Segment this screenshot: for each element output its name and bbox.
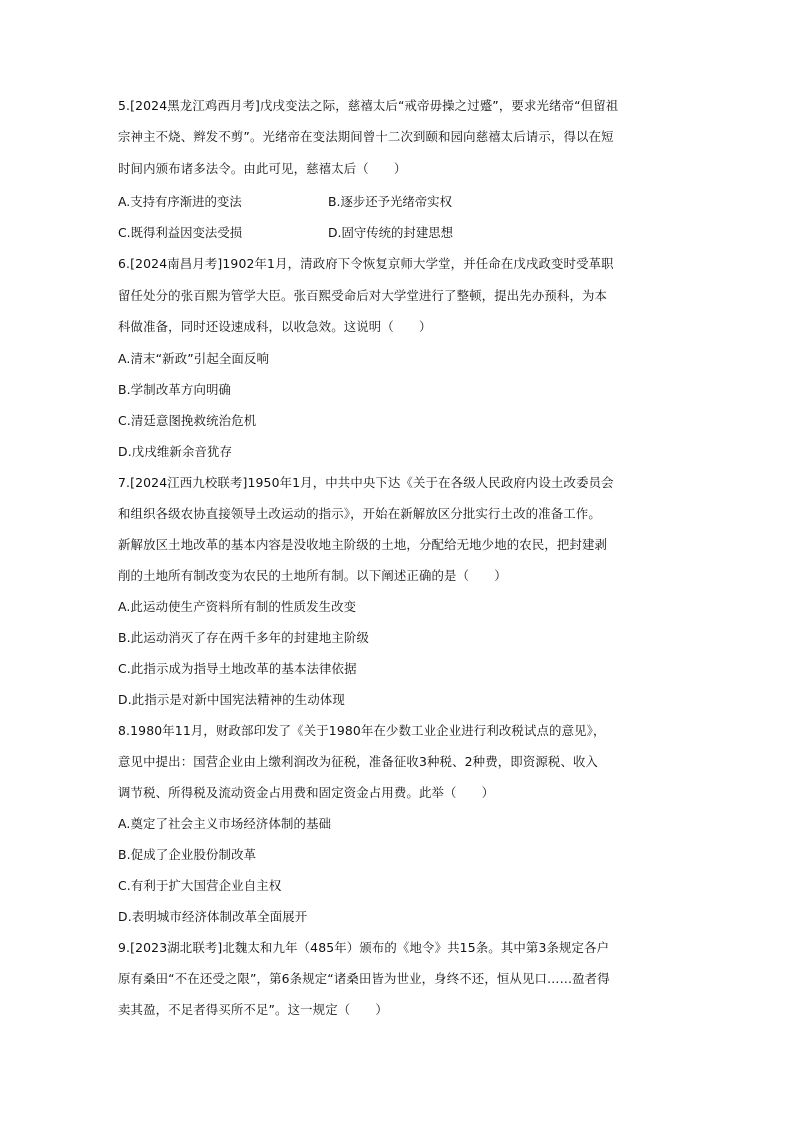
question-8-option-c: C.有利于扩大国营企业自主权 — [118, 878, 282, 893]
question-5-options-row-1 — [118, 194, 678, 210]
question-5-line-1: 5.[2024黑龙江鸡西月考]戊戌变法之际，慈禧太后“戒帝毋操之过蹙”，要求光绪帝“但留祖 — [118, 98, 619, 113]
question-7-line-3: 新解放区土地改革的基本内容是没收地主阶级的土地，分配给无地少地的农民，把封建剥 — [118, 537, 608, 552]
question-6-option-b: B.学制改革方向明确 — [118, 382, 232, 397]
question-7-option-a: A.此运动使生产资料所有制的性质发生改变 — [118, 599, 357, 614]
question-7-line-2: 和组织各级农协直接领导土改运动的指示》，开始在新解放区分批实行土改的准备工作。 — [118, 506, 601, 521]
question-6-line-2: 留任处分的张百熙为管学大臣。张百熙受命后对大学堂进行了整顿，提出先办预科，为本 — [118, 288, 608, 303]
question-8-line-1: 8.1980年11月，财政部印发了《关于1980年在少数工业企业进行利改税试点的意见》， — [118, 723, 606, 738]
question-6-option-c: C.清廷意图挽救统治危机 — [118, 413, 257, 428]
question-8-option-a: A.奠定了社会主义市场经济体制的基础 — [118, 816, 332, 831]
question-7-line-1: 7.[2024江西九校联考]1950年1月，中共中央下达《关于在各级人民政府内设土改委员会 — [118, 475, 614, 490]
question-8-line-3: 调节税、所得税及流动资金占用费和固定资金占用费。此举（ ） — [118, 785, 495, 800]
question-6-line-3: 科做准备，同时还设速成科，以收急效。这说明（ ） — [118, 319, 432, 334]
question-7-option-c: C.此指示成为指导土地改革的基本法律依据 — [118, 661, 357, 676]
question-5-line-2: 宗神主不烧、辫发不剪”。光绪帝在变法期间曾十二次到颐和园向慈禧太后请示，得以在短 — [118, 129, 614, 144]
question-5-option-d: D.固守传统的封建思想 — [328, 225, 453, 240]
question-9-line-2: 原有桑田“不在还受之限”，第6条规定“诸桑田皆为世业，身终不还，恒从见口……盈者得 — [118, 971, 610, 986]
question-5-option-a: A.支持有序渐进的变法 — [118, 194, 242, 209]
question-7-option-d: D.此指示是对新中国宪法精神的生动体现 — [118, 692, 345, 707]
question-8-line-2: 意见中提出：国营企业由上缴利润改为征税，准备征收3种税、2种费，即资源税、收入 — [118, 754, 599, 769]
question-6-option-a: A.清末“新政”引起全面反响 — [118, 351, 270, 366]
question-5-option-b: B.逐步还予光绪帝实权 — [328, 194, 452, 209]
question-6-option-d: D.戊戌维新余音犹存 — [118, 444, 233, 459]
question-6-line-1: 6.[2024南昌月考]1902年1月，清政府下令恢复京师大学堂，并任命在戊戌政变时受革职 — [118, 256, 614, 271]
question-9-line-1: 9.[2023湖北联考]北魏太和九年（485年）颁布的《地令》共15条。其中第3条规定各户 — [118, 940, 610, 955]
question-5-options-row-2 — [118, 225, 678, 241]
question-9-line-3: 卖其盈，不足者得买所不足”。这一规定（ ） — [118, 1002, 388, 1017]
question-5-option-c: C.既得利益因变法受损 — [118, 225, 243, 240]
question-7-line-4: 削的土地所有制改变为农民的土地所有制。以下阐述正确的是（ ） — [118, 568, 507, 583]
question-8-option-b: B.促成了企业股份制改革 — [118, 847, 257, 862]
question-8-option-d: D.表明城市经济体制改革全面展开 — [118, 909, 308, 924]
question-5-line-3: 时间内颁布诸多法令。由此可见，慈禧太后（ ） — [118, 161, 407, 176]
question-7-option-b: B.此运动消灭了存在两千多年的封建地主阶级 — [118, 630, 370, 645]
